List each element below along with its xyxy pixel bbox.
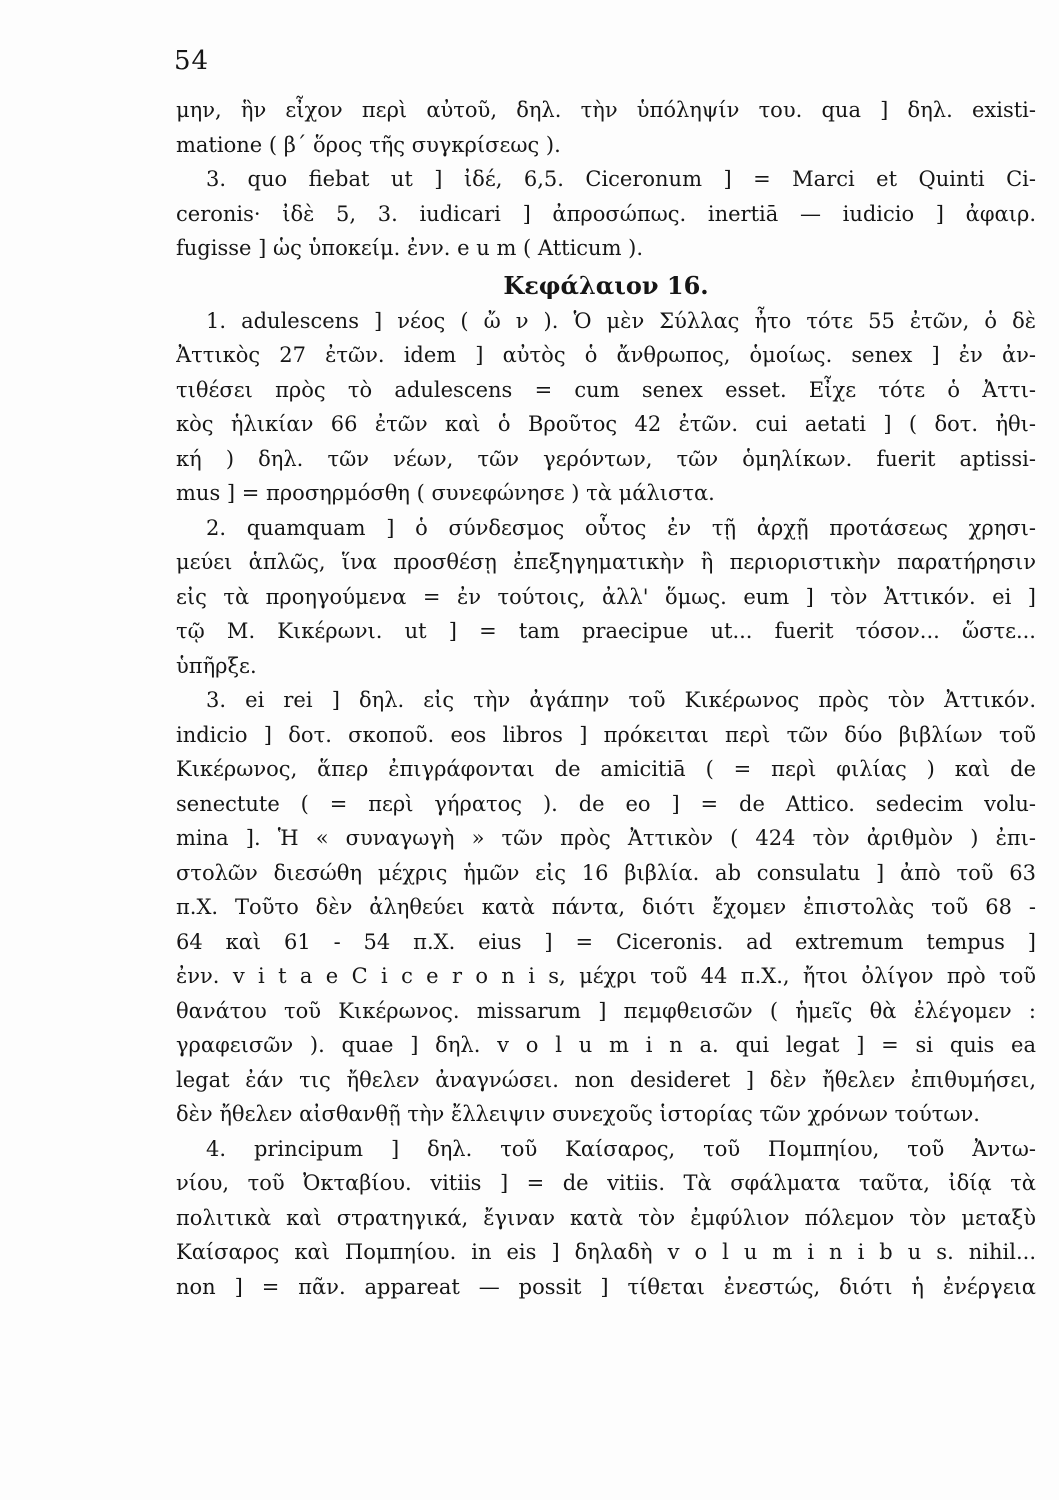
text-line: legat ἐάν τις ἤθελεν ἀναγνώσει. non desideret ] δὲν ἤθελεν ἐπιθυμήσει, bbox=[176, 1067, 1036, 1092]
text-line: εἰς τὰ προηγούμενα = ἐν τούτοις, ἀλλ' ὅμως. eum ] τὸν Ἀττικόν. ei ] bbox=[176, 584, 1036, 609]
text-line: ceronis· ἰδὲ 5, 3. iudicari ] ἀπροσώπως. inertiā — iudicio ] ἀφαιρ. bbox=[176, 201, 1036, 226]
text-line: τιθέσει πρὸς τὸ adulescens = cum senex esset. Εἶχε τότε ὁ Ἀττι- bbox=[176, 377, 1036, 402]
text-line: 2. quamquam ] ὁ σύνδεσμος οὗτος ἐν τῇ ἀρχῇ προτάσεως χρησι- bbox=[206, 515, 1036, 540]
text-line: mus ] = προσηρμόσθη ( συνεφώνησε ) τὰ μάλιστα. bbox=[176, 481, 715, 505]
text-line: κὸς ἡλικίαν 66 ἐτῶν καὶ ὁ Βροῦτος 42 ἐτῶν. cui aetati ] ( δοτ. ἠθι- bbox=[176, 412, 1036, 436]
text-line: γραφεισῶν ). quae ] δηλ. v o l u m i n a. qui legat ] = si quis ea bbox=[176, 1033, 1036, 1057]
commentary-block-chapter-16 bbox=[176, 304, 1036, 1305]
text-line: 3. quo fiebat ut ] ἰδέ, 6,5. Ciceronum ] = Marci et Quinti Ci- bbox=[206, 167, 1036, 191]
text-line: senectute ( = περὶ γήρατος ). de eo ] = de Attico. sedecim volu- bbox=[176, 791, 1036, 816]
text-line: μεύει ἁπλῶς, ἵνα προσθέσῃ ἐπεξηγηματικὴν ἢ περιοριστικὴν παρατήρησιν bbox=[176, 550, 1036, 574]
text-line: στολῶν διεσώθη μέχρις ἡμῶν εἰς 16 βιβλία. ab consulatu ] ἀπὸ τοῦ 63 bbox=[176, 860, 1036, 885]
text-line: πολιτικὰ καὶ στρατηγικά, ἔγιναν κατὰ τὸν ἐμφύλιον πόλεμον τὸν μεταξὺ bbox=[176, 1205, 1036, 1230]
text-line: π.Χ. Τοῦτο δὲν ἀληθεύει κατὰ πάντα, διότι ἔχομεν ἐπιστολὰς τοῦ 68 - bbox=[176, 895, 1036, 919]
chapter-heading: Κεφάλαιον 16. bbox=[503, 270, 709, 300]
text-line: μην, ἣν εἶχον περὶ αὐτοῦ, δηλ. τὴν ὑπόληψίν του. qua ] δηλ. existi- bbox=[176, 98, 1036, 122]
text-line: ἐνν. v i t a e C i c e r o n i s, μέχρι τοῦ 44 π.Χ., ἤτοι ὀλίγον πρὸ τοῦ bbox=[176, 964, 1036, 988]
text-line: τῷ Μ. Κικέρωνι. ut ] = tam praecipue ut... fuerit τόσον... ὥστε... bbox=[176, 619, 1036, 643]
text-line: indicio ] δοτ. σκοποῦ. eos libros ] πρόκειται περὶ τῶν δύο βιβλίων τοῦ bbox=[176, 722, 1036, 747]
text-line: 3. ei rei ] δηλ. εἰς τὴν ἀγάπην τοῦ Κικέρωνος πρὸς τὸν Ἀττικόν. bbox=[206, 688, 1036, 712]
page-text bbox=[176, 93, 1036, 1304]
text-line: mina ]. Ἡ « συναγωγὴ » τῶν πρὸς Ἀττικὸν ( 424 τὸν ἀριθμὸν ) ἐπι- bbox=[176, 826, 1036, 850]
text-line: fugisse ] ὡς ὑποκείμ. ἐνν. e u m ( Atticum ). bbox=[176, 236, 644, 260]
text-line: Καίσαρος καὶ Πομπηίου. in eis ] δηλαδὴ v o l u m i n i b u s. nihil... bbox=[176, 1240, 1036, 1264]
text-line: νίου, τοῦ Ὀκταβίου. vitiis ] = de vitiis. Τὰ σφάλματα ταῦτα, ἰδίᾳ τὰ bbox=[176, 1171, 1036, 1195]
text-line: κή ) δηλ. τῶν νέων, τῶν γερόντων, τῶν ὁμηλίκων. fuerit aptissi- bbox=[176, 446, 1036, 471]
page-number: 54 bbox=[174, 46, 210, 76]
text-line: 64 καὶ 61 - 54 π.Χ. eius ] = Ciceronis. ad extremum tempus ] bbox=[176, 929, 1036, 954]
commentary-block-intro bbox=[176, 93, 1036, 266]
text-line: non ] = πᾶν. appareat — possit ] τίθεται ἐνεστώς, διότι ἡ ἐνέργεια bbox=[176, 1274, 1036, 1299]
text-line: ὑπῆρξε. bbox=[176, 653, 257, 678]
text-line: Ἀττικὸς 27 ἐτῶν. idem ] αὐτὸς ὁ ἄνθρωπος, ὁμοίως. senex ] ἐν ἀν- bbox=[176, 343, 1036, 367]
text-line: 4. principum ] δηλ. τοῦ Καίσαρος, τοῦ Πομπηίου, τοῦ Ἀντω- bbox=[206, 1136, 1036, 1161]
text-line: Κικέρωνος, ἅπερ ἐπιγράφονται de amicitiā ( = περὶ φιλίας ) καὶ de bbox=[176, 757, 1036, 781]
text-line: θανάτου τοῦ Κικέρωνος. missarum ] πεμφθεισῶν ( ἡμεῖς θὰ ἐλέγομεν : bbox=[176, 998, 1036, 1023]
text-line: matione ( β΄ ὅρος τῆς συγκρίσεως ). bbox=[176, 132, 561, 157]
text-line: δὲν ἤθελεν αἰσθανθῇ τὴν ἔλλειψιν συνεχοῦς ἱστορίας τῶν χρόνων τούτων. bbox=[176, 1102, 980, 1126]
text-line: 1. adulescens ] νέος ( ὤ ν ). Ὁ μὲν Σύλλας ἦτο τότε 55 ἐτῶν, ὁ δὲ bbox=[206, 308, 1036, 333]
